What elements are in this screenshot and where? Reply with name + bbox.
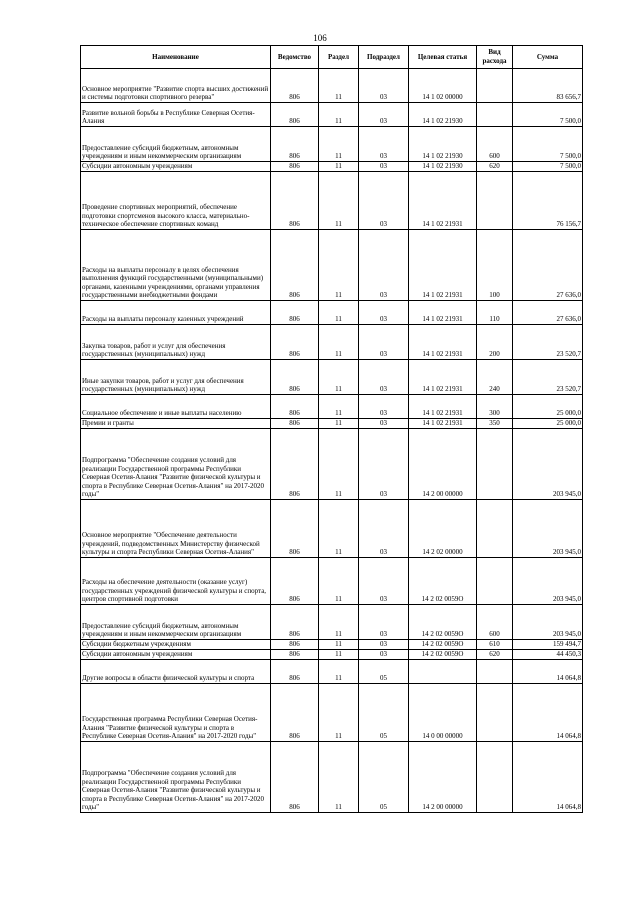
budget-table [80,45,583,813]
row-summa: 159 494,7 [513,640,583,650]
row-summa: 7 500,0 [513,127,583,162]
row-summa: 23 520,7 [513,325,583,360]
row-razdel: 11 [319,660,359,684]
row-vid-rashoda [477,69,513,103]
table-row [81,684,583,742]
row-vedomstvo: 806 [271,742,319,813]
row-name: Субсидии автономным учреждениям [81,650,271,660]
row-summa: 203 945,0 [513,605,583,640]
row-podrazdel: 03 [359,605,409,640]
row-summa: 203 945,0 [513,558,583,605]
row-vedomstvo: 806 [271,650,319,660]
row-name: Другие вопросы в области физической культуры и спорта [81,660,271,684]
row-vid-rashoda: 100 [477,230,513,301]
row-celevaya-statya: 14 2 02 0059О [409,650,477,660]
table-row [81,172,583,230]
row-celevaya-statya: 14 1 02 21931 [409,301,477,325]
row-podrazdel: 03 [359,301,409,325]
row-celevaya-statya: 14 1 02 21931 [409,230,477,301]
row-razdel: 11 [319,684,359,742]
row-vid-rashoda [477,684,513,742]
row-celevaya-statya: 14 1 02 21931 [409,325,477,360]
table-row [81,69,583,103]
row-vedomstvo: 806 [271,172,319,230]
row-celevaya-statya: 14 0 00 00000 [409,684,477,742]
table-row [81,500,583,558]
table-row [81,360,583,395]
row-vedomstvo: 806 [271,162,319,172]
row-razdel: 11 [319,325,359,360]
row-razdel: 11 [319,360,359,395]
row-celevaya-statya [409,660,477,684]
row-podrazdel: 03 [359,360,409,395]
row-vid-rashoda [477,500,513,558]
row-name: Предоставление субсидий бюджетным, автономным учреждениям и иным некоммерческим организациям [81,127,271,162]
row-podrazdel: 05 [359,742,409,813]
row-name: Основное мероприятие "Обеспечение деятельности учреждений, подведомственных Министерству физической культуры и спорта Республики Северная Осетия-Алания" [81,500,271,558]
row-razdel: 11 [319,500,359,558]
row-vid-rashoda: 200 [477,325,513,360]
row-summa: 44 450,3 [513,650,583,660]
row-name: Закупка товаров, работ и услуг для обеспечения государственных (муниципальных) нужд [81,325,271,360]
row-name: Проведение спортивных мероприятий, обеспечение подготовки спортсменов высокого класса, материально-техническое обеспечение спортивных команд [81,172,271,230]
row-celevaya-statya: 14 2 02 0059О [409,605,477,640]
row-podrazdel: 03 [359,325,409,360]
row-vid-rashoda [477,660,513,684]
row-vedomstvo: 806 [271,558,319,605]
row-vid-rashoda [477,429,513,500]
row-razdel: 11 [319,650,359,660]
row-podrazdel: 03 [359,650,409,660]
row-podrazdel: 03 [359,172,409,230]
row-celevaya-statya: 14 1 02 00000 [409,69,477,103]
row-razdel: 11 [319,429,359,500]
row-celevaya-statya: 14 1 02 21930 [409,162,477,172]
row-vedomstvo: 806 [271,301,319,325]
row-razdel: 11 [319,301,359,325]
table-row [81,429,583,500]
row-name: Развитие вольной борьбы в Республике Северная Осетия-Алания [81,103,271,127]
row-razdel: 11 [319,69,359,103]
header-celevaya-statya: Целевая статья [409,46,477,69]
row-name: Подпрограмма "Обеспечение создания условий для реализации Государственной программы Республики Северная Осетия-Алания "Развитие физической культуры и спорта в Республике Северная Осетия-Алания" на 2017-2020 годы" [81,742,271,813]
row-vedomstvo: 806 [271,395,319,419]
table-row [81,325,583,360]
page-number: 106 [313,33,327,43]
table-row [81,558,583,605]
row-celevaya-statya: 14 2 02 00000 [409,500,477,558]
table-row [81,301,583,325]
header-summa: Сумма [513,46,583,69]
table-row [81,127,583,162]
table-row [81,640,583,650]
row-celevaya-statya: 14 2 00 00000 [409,742,477,813]
row-razdel: 11 [319,230,359,301]
row-name: Субсидии бюджетным учреждениям [81,640,271,650]
row-name: Подпрограмма "Обеспечение создания условий для реализации Государственной программы Республики Северная Осетия-Алания "Развитие физической культуры и спорта в Республике Северная Осетия-Алания" на 2017-2020 годы" [81,429,271,500]
row-summa: 27 636,0 [513,230,583,301]
row-celevaya-statya: 14 2 02 0059О [409,640,477,650]
row-name: Основное мероприятие "Развитие спорта высших достижений и системы подготовки спортивного резерва" [81,69,271,103]
row-summa: 14 064,8 [513,660,583,684]
row-vid-rashoda: 600 [477,605,513,640]
header-vid-rashoda: Вид расхода [477,46,513,69]
row-summa: 203 945,0 [513,429,583,500]
row-name: Предоставление субсидий бюджетным, автономным учреждениям и иным некоммерческим организациям [81,605,271,640]
row-celevaya-statya: 14 1 02 21931 [409,395,477,419]
row-podrazdel: 03 [359,69,409,103]
row-celevaya-statya: 14 2 00 00000 [409,429,477,500]
row-name: Социальное обеспечение и иные выплаты населению [81,395,271,419]
row-vid-rashoda: 620 [477,650,513,660]
row-vid-rashoda: 350 [477,419,513,429]
row-name: Расходы на выплаты персоналу в целях обеспечения выполнения функций государственными (муниципальными) органами, казенными учреждениями, органами управления государственными внебюджетными фондами [81,230,271,301]
row-podrazdel: 03 [359,500,409,558]
row-razdel: 11 [319,162,359,172]
row-summa: 27 636,0 [513,301,583,325]
row-summa: 7 500,0 [513,162,583,172]
row-vedomstvo: 806 [271,69,319,103]
row-vid-rashoda: 620 [477,162,513,172]
row-razdel: 11 [319,742,359,813]
row-name: Субсидии автономным учреждениям [81,162,271,172]
row-razdel: 11 [319,558,359,605]
table-row [81,605,583,640]
row-celevaya-statya: 14 1 02 21931 [409,360,477,395]
row-razdel: 11 [319,172,359,230]
row-vedomstvo: 806 [271,419,319,429]
header-vedomstvo: Ведомство [271,46,319,69]
row-vid-rashoda [477,742,513,813]
row-name: Премии и гранты [81,419,271,429]
row-celevaya-statya: 14 1 02 21931 [409,419,477,429]
row-vedomstvo: 806 [271,660,319,684]
row-summa: 83 656,7 [513,69,583,103]
row-podrazdel: 03 [359,103,409,127]
row-vedomstvo: 806 [271,230,319,301]
header-podrazdel: Подраздел [359,46,409,69]
row-razdel: 11 [319,395,359,419]
row-summa: 7 500,0 [513,103,583,127]
row-razdel: 11 [319,640,359,650]
row-vedomstvo: 806 [271,103,319,127]
row-vid-rashoda [477,558,513,605]
row-summa: 14 064,8 [513,684,583,742]
row-podrazdel: 03 [359,429,409,500]
table-row [81,660,583,684]
row-vid-rashoda: 240 [477,360,513,395]
row-summa: 76 156,7 [513,172,583,230]
row-vid-rashoda: 600 [477,127,513,162]
row-vedomstvo: 806 [271,500,319,558]
row-celevaya-statya: 14 1 02 21931 [409,172,477,230]
row-razdel: 11 [319,103,359,127]
table-row [81,742,583,813]
row-summa: 25 000,0 [513,419,583,429]
row-celevaya-statya: 14 1 02 21930 [409,103,477,127]
row-vid-rashoda: 300 [477,395,513,419]
row-podrazdel: 03 [359,640,409,650]
row-podrazdel: 03 [359,127,409,162]
row-vedomstvo: 806 [271,640,319,650]
row-name: Расходы на обеспечение деятельности (оказание услуг) государственных учреждений физической культуры и спорта, центров спортивной подготовки [81,558,271,605]
row-summa: 203 945,0 [513,500,583,558]
row-podrazdel: 05 [359,684,409,742]
row-razdel: 11 [319,419,359,429]
row-name: Иные закупки товаров, работ и услуг для обеспечения государственных (муниципальных) нужд [81,360,271,395]
row-vedomstvo: 806 [271,360,319,395]
table-row [81,230,583,301]
row-razdel: 11 [319,605,359,640]
table-header-row [81,46,583,69]
row-vid-rashoda [477,172,513,230]
row-summa: 23 520,7 [513,360,583,395]
row-podrazdel: 03 [359,395,409,419]
header-name: Наименование [81,46,271,69]
row-podrazdel: 03 [359,558,409,605]
table-row [81,162,583,172]
row-razdel: 11 [319,127,359,162]
row-vedomstvo: 806 [271,325,319,360]
table-row [81,395,583,419]
row-podrazdel: 03 [359,419,409,429]
row-podrazdel: 05 [359,660,409,684]
row-vedomstvo: 806 [271,605,319,640]
row-celevaya-statya: 14 2 02 0059О [409,558,477,605]
header-razdel: Раздел [319,46,359,69]
row-vedomstvo: 806 [271,429,319,500]
row-podrazdel: 03 [359,162,409,172]
row-vid-rashoda: 110 [477,301,513,325]
row-vid-rashoda [477,103,513,127]
row-vedomstvo: 806 [271,684,319,742]
row-name: Государственная программа Республики Северная Осетия-Алания "Развитие физической культуры и спорта в Республике Северная Осетия-Алания" на 2017-2020 годы" [81,684,271,742]
row-vedomstvo: 806 [271,127,319,162]
table-row [81,650,583,660]
row-celevaya-statya: 14 1 02 21930 [409,127,477,162]
table-row [81,103,583,127]
row-summa: 14 064,8 [513,742,583,813]
row-summa: 25 000,0 [513,395,583,419]
row-name: Расходы на выплаты персоналу казенных учреждений [81,301,271,325]
table-row [81,419,583,429]
row-vid-rashoda: 610 [477,640,513,650]
row-podrazdel: 03 [359,230,409,301]
